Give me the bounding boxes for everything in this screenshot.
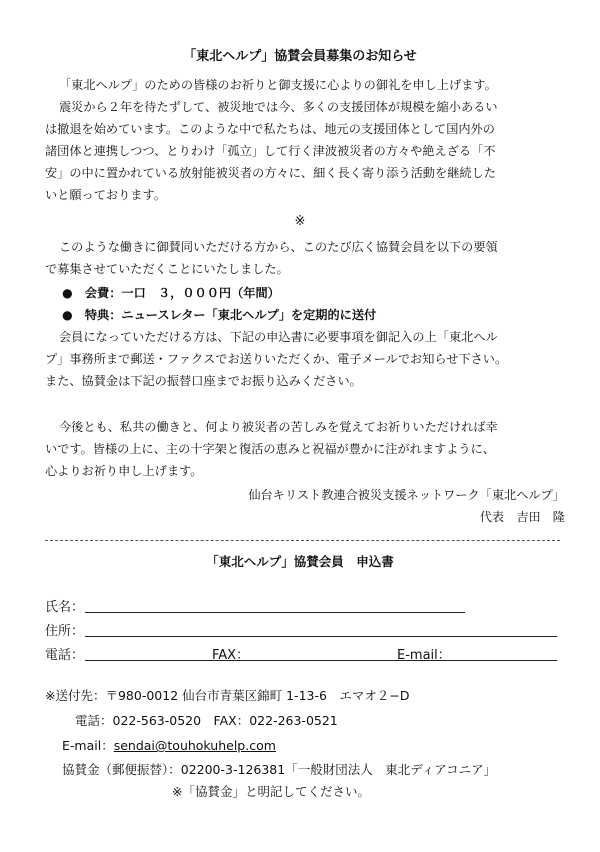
- email-link[interactable]: sendai@touhokuhelp.com: [113, 738, 276, 753]
- text-line: 安」の中に置かれている放射能被災者の方々に、細く長く寄り添う活動を継続した: [45, 166, 496, 180]
- text-line: いです。皆様の上に、主の十字架と復活の恵みと祝福が豊かに注がれますように、: [45, 442, 495, 456]
- text-line: で募集させていただくことにいたしました。: [45, 262, 289, 276]
- form-title: 「東北ヘルプ」協賛会員 申込書: [206, 554, 394, 569]
- recruit-paragraph: [45, 236, 565, 280]
- transfer-note: ※「協賛金」と明記してください。: [172, 784, 370, 799]
- text-line: 会員になっていただける方は、下記の申込書に必要事項を御記入の上「東北ヘル: [59, 330, 498, 344]
- tel-fax: 電話：022-563-0520 FAX：022-263-0521: [75, 713, 338, 728]
- text-line: いと願っております。: [45, 188, 166, 202]
- name-input-line[interactable]: [85, 612, 465, 613]
- list-item: ● 特典：ニュースレター「東北ヘルプ」を定期的に送付: [62, 308, 377, 322]
- email-label: E-mail：: [397, 648, 451, 663]
- signature-org: 仙台キリスト教連合被災支援ネットワーク「東北ヘルプ」: [248, 488, 565, 502]
- text-line: 「東北ヘルプ」のための皆様のお祈りと御支援に心よりの御礼を申し上げます。: [59, 78, 497, 92]
- notice-title: 「東北ヘルプ」協賛会員募集のお知らせ: [183, 49, 417, 64]
- phone-label: 電話：: [45, 648, 85, 663]
- text-line: 諸団体と連携しつつ、とりわけ「孤立」して行く津波被災者の方々や絶えざる「不: [45, 144, 496, 158]
- closing-paragraph: [45, 416, 565, 482]
- separator-mark: ※: [294, 214, 306, 229]
- name-field: [45, 596, 84, 616]
- apply-paragraph: [45, 326, 565, 392]
- signature: [45, 484, 565, 528]
- list-item: ● 会費：一口 ３，０００円（年間）: [62, 286, 280, 300]
- text-line: 今後とも、私共の働きと、何より被災者の苦しみを覚えてお祈りいただければ幸: [59, 420, 498, 434]
- transfer-account: 協賛金（郵便振替）：02200-3-126381「一般財団法人 東北ディアコニア」: [62, 762, 497, 777]
- fax-label: FAX：: [212, 648, 250, 663]
- contact-email-label: E-mail：: [62, 738, 114, 753]
- text-line: プ」事務所まで郵送・ファクスでお送りいただくか、電子メールでお知らせ下さい。: [45, 352, 508, 366]
- address-input-line[interactable]: [85, 636, 557, 637]
- mailing-address: ※送付先：〒980-0012 仙台市青葉区錦町 1-13-6 エマオ２−D: [45, 688, 410, 703]
- text-line: このような働きに御賛同いただける方から、このたび広く協賛会員を以下の要領: [59, 240, 498, 254]
- benefit-list: [62, 282, 582, 326]
- text-line: は撤退を始めています。このような中で私たちは、地元の支援団体として国内外の: [45, 122, 495, 136]
- text-line: 心よりお祈り申し上げます。: [45, 464, 203, 478]
- address-label: 住所：: [45, 624, 85, 639]
- text-line: 震災から２年を待たずして、被災地では今、多くの支援団体が規模を縮小あるい: [59, 100, 498, 114]
- contact-email-row: [62, 736, 276, 754]
- name-label: 氏名：: [45, 600, 85, 615]
- phone-field: [45, 644, 84, 664]
- intro-paragraph: [45, 74, 565, 206]
- cut-line: [45, 540, 560, 541]
- text-line: また、協賛金は下記の振替口座までお振り込みください。: [45, 374, 362, 388]
- phone-fax-email-input-line[interactable]: [85, 660, 557, 661]
- address-field: [45, 620, 84, 640]
- signature-name: 代表 吉田 隆: [479, 510, 565, 524]
